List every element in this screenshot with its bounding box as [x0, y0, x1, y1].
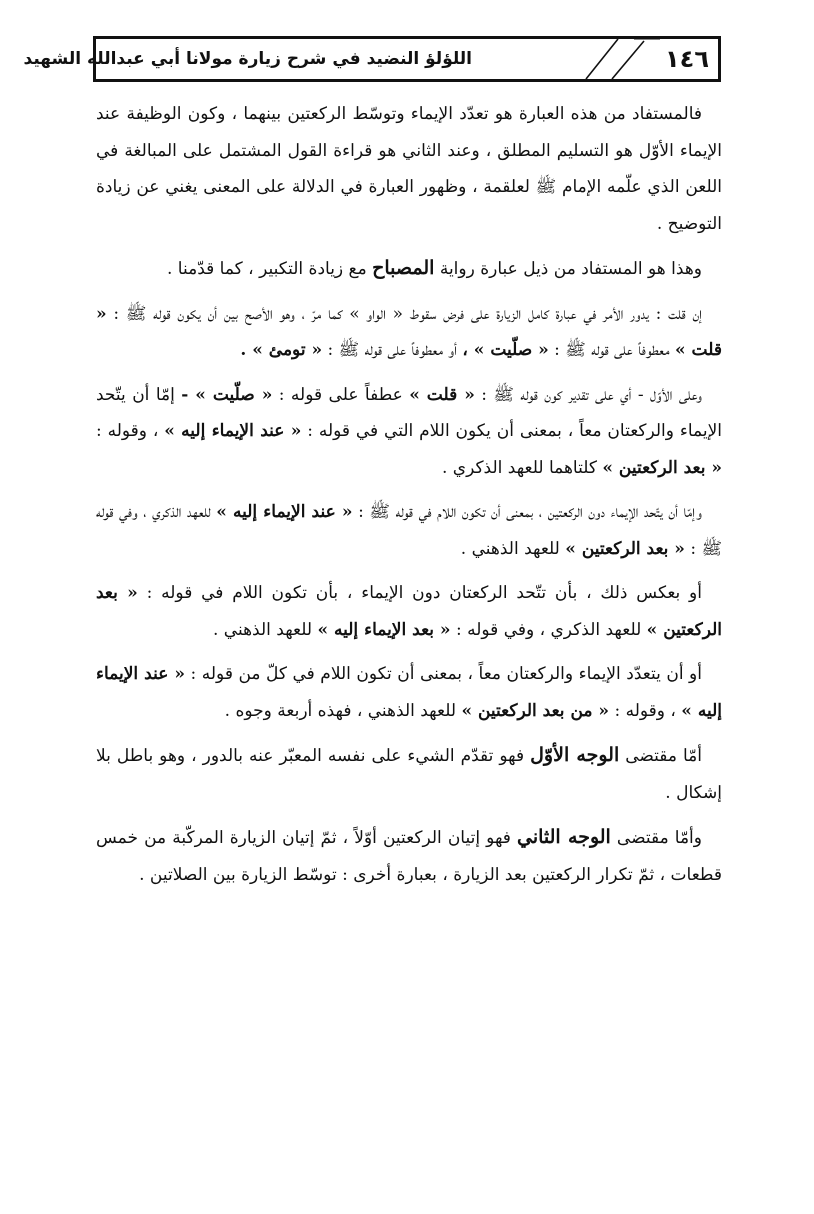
paragraph-text: فهو إتيان الركعتين أوّلاً ، ثمّ إتيان الزيارة المركّبة من خمس قطعات ، ثمّ تكرار الركعتين بعد الزيارة ، بعبارة أخرى : توسّط الزيارة بين الصلاتين .	[96, 828, 722, 885]
quote: « قلت »	[409, 384, 475, 405]
paragraph	[96, 96, 722, 242]
quote: « بعد الركعتين »	[96, 583, 722, 640]
paragraph-text: أمّا مقتضى	[619, 746, 702, 766]
quote: « عند الإيماء إليه »	[164, 421, 302, 441]
paragraph-text: للعهد الذكري ، وفي قوله :	[450, 619, 647, 640]
running-title: اللؤلؤ النضيد في شرح زيارة مولانا أبي عبدالله الشهيد	[23, 49, 472, 69]
quote: « قلت »	[96, 303, 722, 360]
paragraph-text: فهو تقدّم الشيء على نفسه المعبّر عنه بالدور ، وهو باطل بلا إشكال .	[96, 746, 722, 803]
paragraph	[96, 250, 722, 288]
paragraph-text: للعهد الذهني .	[460, 538, 566, 559]
quote: « صلّيت » ،	[462, 340, 549, 360]
quote: « تومئ » .	[240, 340, 323, 360]
paragraph-text: أو بعكس ذلك ، بأن تتّحد الركعتان دون الإيماء ، بأن تكون اللام في قوله :	[137, 583, 702, 603]
paragraph-text: معطوفاً على قوله ﷺ :	[548, 340, 675, 360]
paragraph-text: عطفاً على قوله :	[272, 384, 410, 405]
quote: « من بعد الركعتين »	[461, 700, 610, 721]
paragraph	[96, 494, 722, 567]
page-number: ١٤٦	[665, 45, 709, 73]
paragraph	[96, 575, 722, 648]
quote: « صلّيت » -	[181, 384, 273, 405]
paragraph	[96, 377, 722, 487]
quote: « بعد الإيماء إليه »	[317, 619, 451, 640]
paragraph-text: للعهد الذهني .	[212, 619, 318, 640]
paragraph	[96, 296, 722, 369]
paragraph-text: ، وقوله :	[609, 700, 682, 721]
paragraph	[96, 819, 722, 893]
paragraph-text: للعهد الذكري ، وفي قوله ﷺ :	[96, 502, 722, 559]
quote: « بعد الركعتين »	[602, 457, 722, 478]
book-title: المصباح	[372, 257, 435, 279]
paragraph-text: وهذا هو المستفاد من ذيل عبارة رواية	[434, 259, 702, 279]
paragraph-text: إن قلت : يدور الأمر في عبارة كامل الزيارة على فرض سقوط « الواو » كما مرّ ، وهو الأصح بين أن يكون قوله ﷺ :	[106, 303, 702, 324]
paragraph-text: ، وقوله :	[96, 421, 165, 441]
quote: « عند الإيماء إليه »	[216, 502, 353, 522]
paragraph	[96, 656, 722, 729]
paragraph	[96, 737, 722, 811]
section-term: الوجه الأوّل	[530, 744, 620, 766]
paragraph-text: مع زيادة التكبير ، كما قدّمنا .	[167, 259, 373, 279]
paragraph-text: وأمّا مقتضى	[610, 828, 702, 848]
page-header	[23, 36, 721, 82]
quote: « عند الإيماء إليه »	[96, 664, 722, 721]
paragraph-text: أو معطوفاً على قوله ﷺ :	[322, 340, 463, 360]
paragraph-text: وإمّا أن يتّحد الإيماء دون الركعتين ، بمعنى أن تكون اللام في قوله ﷺ :	[352, 502, 702, 522]
paragraph-text: للعهد الذهني ، فهذه أربعة وجوه .	[224, 700, 462, 721]
paragraph-text: فالمستفاد من هذه العبارة هو تعدّد الإيماء وتوسّط الركعتين بينهما ، وكون الوظيفة عند الإيماء الأوّل هو التسليم المطلق ، وعند الثاني هو قراءة القول المشتمل على المبالغة في اللعن الذي علّمه الإمام ﷺ لعلقمة ، وظهور العبارة في الدلالة على المعنى يغني عن زيادة التوضيح .	[96, 104, 722, 234]
page-body	[96, 96, 722, 893]
section-term: الوجه الثاني	[517, 826, 611, 848]
quote: « بعد الركعتين »	[565, 538, 685, 559]
paragraph-text: إمّا أن يتّحد الإيماء والركعتان معاً ، بمعنى أن يكون اللام التي في قوله :	[96, 384, 722, 441]
paragraph-text: كلتاهما للعهد الذكري .	[441, 457, 603, 478]
paragraph-text: أو أن يتعدّد الإيماء والركعتان معاً ، بمعنى أن تكون اللام في كلّ من قوله :	[185, 664, 702, 684]
paragraph-text: وعلى الأوّل - أي على تقدير كون قوله ﷺ :	[474, 384, 702, 405]
